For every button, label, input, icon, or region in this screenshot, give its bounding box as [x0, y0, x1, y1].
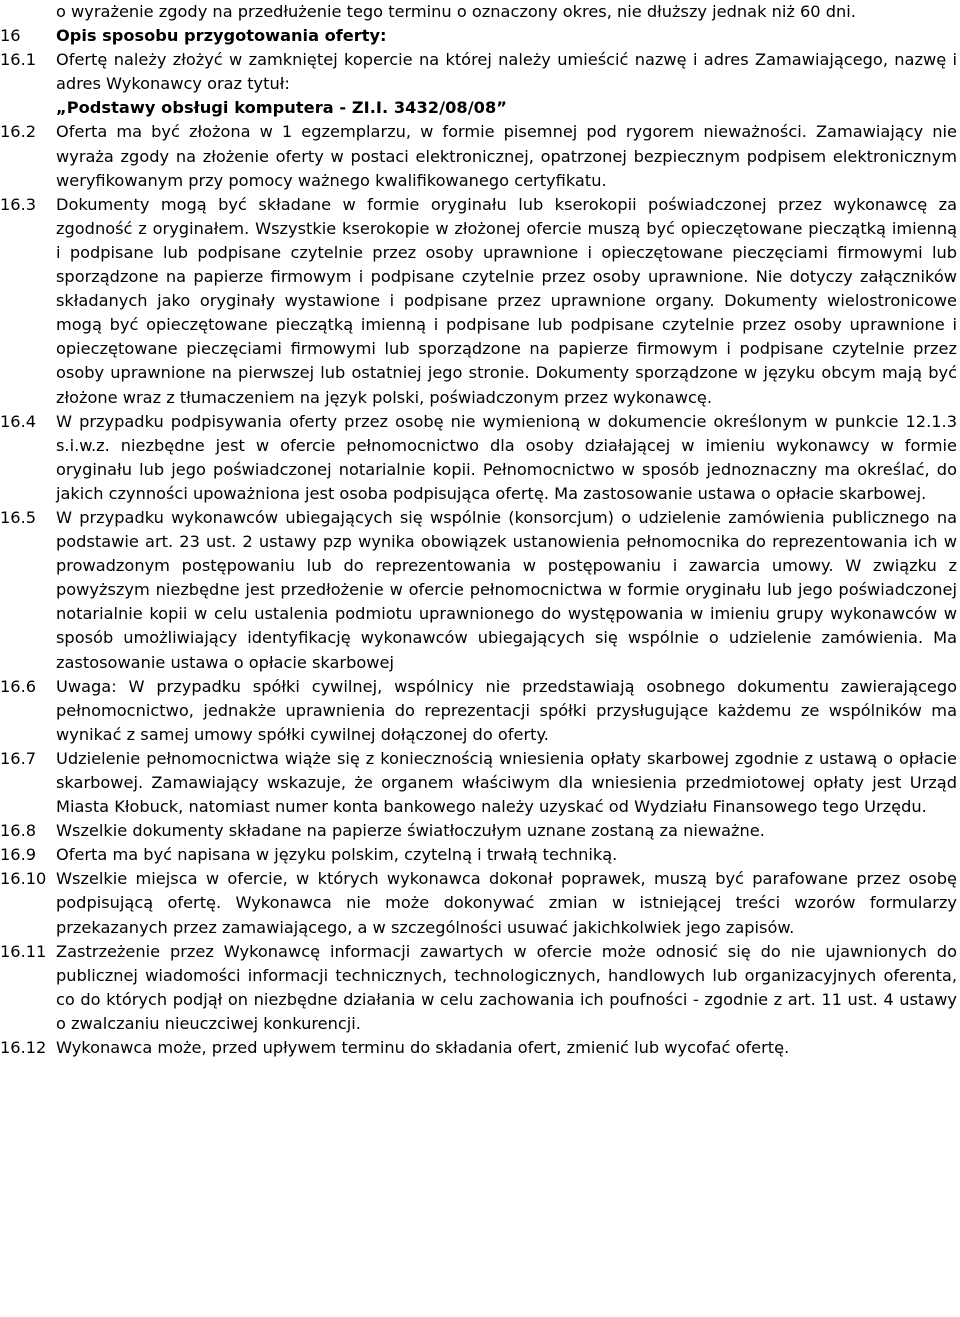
- item-number: 16.5: [0, 507, 37, 527]
- item-number: 16.11: [0, 941, 47, 961]
- item-text: Udzielenie pełnomocnictwa wiąże się z koniecznością wniesienia opłaty skarbowej zgodnie z ustawą o opłacie skarbowej. Zamawiający wskazuje, że organem właściwym dla wniesienia przedmiotowej opłaty jest Urząd Miasta Kłobuck, natomiast numer konta bankowego należy uzyskać od Wydziału Finansowego tego Urzędu.: [56, 748, 957, 817]
- item-number: 16.3: [0, 194, 37, 214]
- item-text: W przypadku podpisywania oferty przez osobę nie wymienioną w dokumencie określonym w punkcie 12.1.3 s.i.w.z. niezbędne jest w ofercie pełnomocnictwo dla osoby działającej w imieniu wykonawcy w formie oryginału lub jego poświadczonej notarialnie kopii. Pełnomocnictwo w sposób jednoznaczny ma określać, do jakich czynności upoważniona jest osoba podpisująca ofertę. Ma zastosowanie ustawa o opłacie skarbowej.: [56, 411, 957, 503]
- item-text: Oferta ma być napisana w języku polskim, czytelną i trwałą techniką.: [56, 845, 618, 865]
- item-number: 16.9: [0, 845, 37, 865]
- item-16-5: [0, 506, 957, 675]
- item-16-6: [0, 675, 957, 747]
- item-16-11: [0, 940, 957, 1036]
- item-16-8: [0, 819, 957, 843]
- item-number: 16.8: [0, 821, 37, 841]
- section-heading: [0, 24, 957, 48]
- item-16-10: [0, 867, 957, 939]
- item-text: W przypadku wykonawców ubiegających się wspólnie (konsorcjum) o udzielenie zamówienia publicznego na podstawie art. 23 ust. 2 ustawy pzp wynika obowiązek ustanowienia pełnomocnika do reprezentowania ich w prowadzonym postępowaniu lub do reprezentowania w postępowaniu i zawarcia umowy. W związku z powyższym niezbędne jest przedłożenie w ofercie pełnomocnictwa w formie oryginału lub jego poświadczonej notarialnie kopii w celu ustalenia podmiotu uprawnionego do występowania w imieniu grupy wykonawców w sposób umożliwiający identyfikację wykonawców ubiegających się wspólnie o udzielenie zamówienia. Ma zastosowanie ustawa o opłacie skarbowej: [56, 507, 957, 672]
- item-text: Wszelkie dokumenty składane na papierze światłoczułym uznane zostaną za nieważne.: [56, 821, 765, 841]
- item-16-7: [0, 747, 957, 819]
- item-16-1: [0, 48, 957, 96]
- item-16-9: [0, 843, 957, 867]
- item-text: Ofertę należy złożyć w zamkniętej kopercie na której należy umieścić nazwę i adres Zamawiającego, nazwę i adres Wykonawcy oraz tytuł:: [56, 50, 957, 94]
- item-number: 16.10: [0, 869, 47, 889]
- item-number: 16.6: [0, 676, 37, 696]
- item-text: Oferta ma być złożona w 1 egzemplarzu, w formie pisemnej pod rygorem nieważności. Zamawiający nie wyraża zgody na złożenie oferty w postaci elektronicznej, opatrzonej bezpiecznym podpisem elektronicznym weryfikowanym przy pomocy ważnego kwalifikowanego certyfikatu.: [56, 122, 957, 190]
- item-16-4: [0, 410, 957, 506]
- item-text: Wykonawca może, przed upływem terminu do składania ofert, zmienić lub wycofać ofertę.: [56, 1038, 790, 1058]
- item-text: Wszelkie miejsca w ofercie, w których wykonawca dokonał poprawek, muszą być parafowane przez osobę podpisującą ofertę. Wykonawca nie może dokonywać zmian w istniejącej treści wzorów formularzy przekazanych przez zamawiającego, a w szczególności usuwać jakichkolwiek jego zapisów.: [56, 869, 957, 937]
- item-text: Zastrzeżenie przez Wykonawcę informacji zawartych w ofercie może odnosić się do nie ujawnionych do publicznej wiadomości informacji technicznych, technologicznych, handlowych lub organizacyjnych oferenta, co do których podjął on niezbędne działania w celu zachowania ich poufności - zgodnie z art. 11 ust. 4 ustawy o zwalczaniu nieuczciwej konkurencji.: [56, 941, 957, 1033]
- item-16-2: [0, 120, 957, 192]
- item-16-3: [0, 193, 957, 410]
- section-title: Opis sposobu przygotowania oferty:: [56, 26, 387, 46]
- intro-paragraph: o wyrażenie zgody na przedłużenie tego terminu o oznaczony okres, nie dłuższy jednak niż 60 dni.: [56, 2, 856, 21]
- item-text: Uwaga: W przypadku spółki cywilnej, wspólnicy nie przedstawiają osobnego dokumentu zawierającego pełnomocnictwo, jednakże uprawnienia do reprezentacji spółki przysługujące każdemu ze wspólników ma wynikać z samej umowy spółki cywilnej dołączonej do oferty.: [56, 676, 957, 744]
- item-16-12: [0, 1036, 957, 1060]
- item-text: Dokumenty mogą być składane w formie oryginału lub kserokopii poświadczonej przez wykonawcę za zgodność z oryginałem. Wszystkie kserokopie w złożonej ofercie muszą być opieczętowane pieczątką imienną i podpisane lub podpisane czytelnie przez osoby uprawnione i opieczętowane pieczęciami firmowymi lub sporządzone na papierze firmowym i podpisane czytelnie przez osoby uprawnione. Nie dotyczy załączników składanych jako oryginały wystawione i podpisane przez uprawnione organy. Dokumenty wielostronicowe mogą być opieczętowane pieczątką imienną i podpisane lub podpisane czytelnie przez osoby uprawnione i opieczętowane pieczęciami firmowymi lub sporządzone na papierze firmowym i podpisane czytelnie przez osoby uprawnione na pierwszej lub ostatniej jego stronie. Dokumenty sporządzone w języku obcym mają być złożone wraz z tłumaczeniem na język polski, poświadczonym przez wykonawcę.: [56, 194, 957, 407]
- item-number: 16.2: [0, 122, 37, 142]
- item-number: 16.7: [0, 748, 37, 768]
- offer-title-quote: „Podstawy obsługi komputera - ZI.I. 3432/08/08”: [56, 98, 507, 118]
- item-number: 16.1: [0, 50, 37, 70]
- section-number: 16: [0, 26, 21, 46]
- item-number: 16.4: [0, 411, 37, 431]
- item-number: 16.12: [0, 1038, 47, 1058]
